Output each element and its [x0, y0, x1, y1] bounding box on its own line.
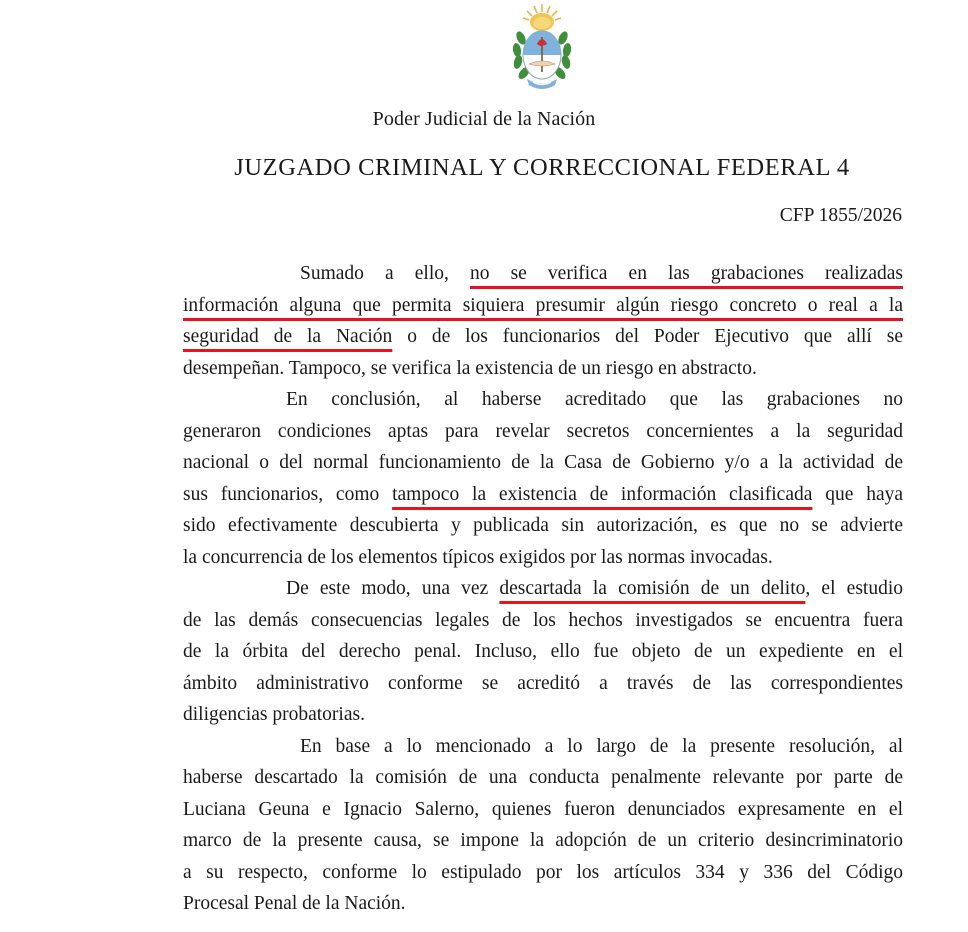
text-segment: Procesal Penal de la Nación. — [183, 893, 406, 914]
text-line — [183, 636, 903, 668]
text-segment: En base a lo mencionado a lo largo de la presente resolución, al — [300, 735, 903, 757]
text-segment: diligencias probatorias. — [183, 704, 365, 725]
court-name-heading: JUZGADO CRIMINAL Y CORRECCIONAL FEDERAL 4 — [234, 154, 850, 181]
text-segment: sus funcionarios, como — [183, 483, 393, 505]
text-line — [183, 762, 903, 794]
text-segment: generaron condiciones aptas para revelar secretos concernientes a la seguridad — [183, 420, 903, 442]
argentina-coat-of-arms-icon — [509, 2, 575, 96]
text-segment: la concurrencia de los elementos típicos exigidos por las normas invocadas. — [183, 546, 773, 568]
text-line — [183, 794, 903, 826]
text-segment: Sumado a ello, — [300, 263, 470, 284]
text-line — [183, 888, 903, 920]
text-line — [183, 542, 903, 574]
text-segment: de la órbita del derecho penal. Incluso, ello fue objeto de un expediente en el — [183, 641, 903, 662]
underlined-text: información alguna que permita siquiera presumir algún riesgo concreto o real a la — [183, 294, 903, 316]
text-segment: Luciana Geuna e Ignacio Salerno, quienes fueron denunciados expresamente en el — [183, 798, 903, 820]
text-segment: En conclusión, al haberse acreditado que las grabaciones no — [286, 389, 903, 410]
text-segment: sido efectivamente descubierta y publicada sin autorización, es que no se advierte — [183, 515, 903, 536]
text-segment: de las demás consecuencias legales de los hechos investigados se encuentra fuera — [183, 609, 903, 631]
text-segment: ámbito administrativo conforme se acreditó a través de las correspondientes — [183, 672, 903, 694]
text-segment: desempeñan. Tampoco, se verifica la existencia de un riesgo en abstracto. — [183, 357, 757, 379]
underlined-text: descartada la comisión de un delito — [499, 578, 806, 599]
institution-heading: Poder Judicial de la Nación — [372, 108, 596, 130]
text-segment: marco de la presente causa, se impone la adopción de un criterio desincriminatorio — [183, 830, 903, 851]
text-line — [183, 290, 903, 322]
text-line — [183, 573, 903, 605]
text-segment: a su respecto, conforme lo estipulado por los artículos 334 y 336 del Código — [183, 861, 903, 883]
text-line — [183, 416, 903, 448]
text-line — [183, 353, 903, 385]
text-segment: nacional o del normal funcionamiento de la Casa de Gobierno y/o a la actividad de — [183, 452, 903, 473]
text-line — [183, 447, 903, 479]
text-segment: , el estudio — [805, 578, 903, 599]
text-line — [183, 258, 903, 290]
text-line — [183, 479, 903, 511]
paragraph — [183, 731, 903, 920]
underlined-text: tampoco la existencia de información clasificada — [392, 483, 813, 505]
underlined-text: seguridad de la Nación — [183, 326, 393, 347]
text-line — [183, 510, 903, 542]
text-line — [183, 321, 903, 353]
paragraph — [183, 258, 903, 384]
text-line — [183, 384, 903, 416]
text-segment: que haya — [812, 483, 903, 505]
paragraph — [183, 384, 903, 573]
text-segment: De este modo, una vez — [286, 578, 500, 599]
paragraph — [183, 573, 903, 731]
text-segment: haberse descartado la comisión de una conducta penalmente relevante por parte de — [183, 767, 903, 788]
text-segment: o de los funcionarios del Poder Ejecutivo que allí se — [392, 326, 903, 347]
case-number: CFP 1855/2026 — [779, 205, 902, 226]
text-line — [183, 668, 903, 700]
text-line — [183, 825, 903, 857]
text-line — [183, 605, 903, 637]
underlined-text: no se verifica en las grabaciones realizadas — [469, 263, 903, 284]
text-line — [183, 857, 903, 889]
text-line — [183, 731, 903, 763]
resolution-body — [183, 258, 903, 920]
text-line — [183, 699, 903, 731]
